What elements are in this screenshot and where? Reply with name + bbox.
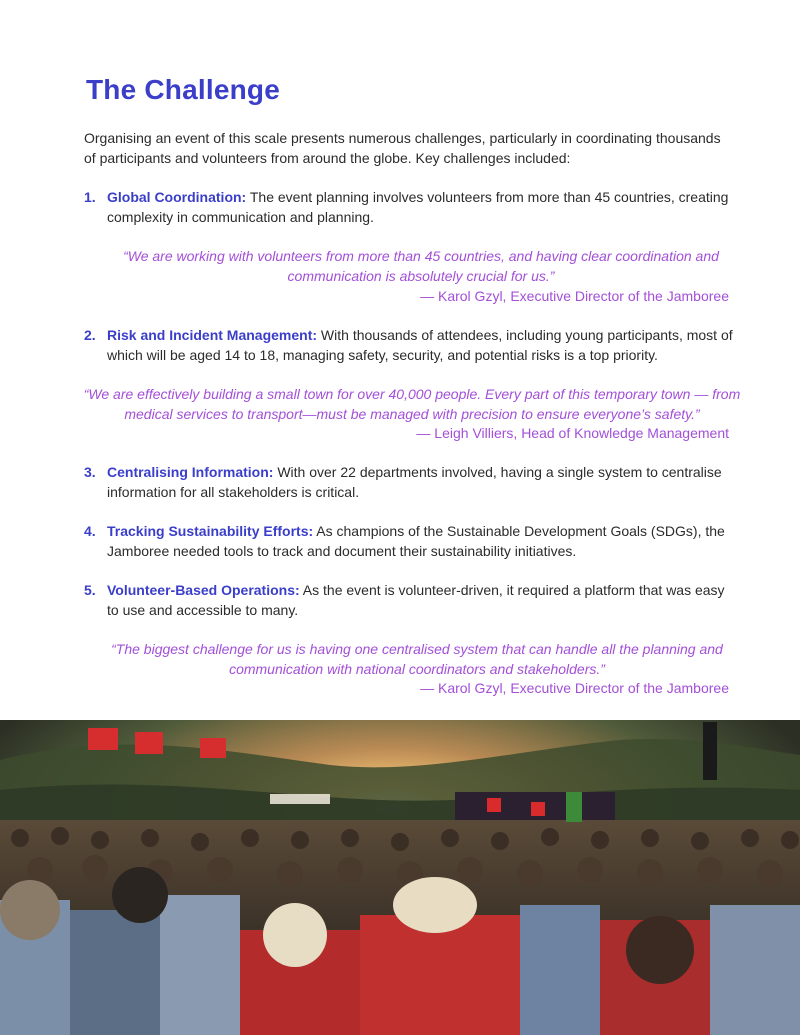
challenge-item-global-coordination bbox=[84, 187, 734, 227]
quote-attribution: — Leigh Villiers, Head of Knowledge Management bbox=[416, 425, 729, 441]
challenge-item-risk-management bbox=[84, 325, 734, 365]
page-title: The Challenge bbox=[86, 74, 280, 105]
quote-attribution: — Karol Gzyl, Executive Director of the Jamboree bbox=[420, 288, 729, 304]
challenge-item-volunteer-operations bbox=[84, 580, 734, 620]
item-number: 1. bbox=[84, 189, 96, 205]
item-number: 5. bbox=[84, 582, 96, 598]
item-body: With thousands of attendees, including young participants, most of which will be aged 14 to 18, managing safety, security, and potential risks is a top priority. bbox=[107, 327, 733, 363]
item-heading: Risk and Incident Management: bbox=[107, 327, 318, 343]
quote-attribution: — Karol Gzyl, Executive Director of the Jamboree bbox=[420, 680, 729, 696]
item-number: 3. bbox=[84, 464, 96, 480]
quote-text: “We are working with volunteers from more than 45 countries, and having clear coordination and communication is absolutely crucial for us.” bbox=[123, 248, 719, 284]
item-heading: Tracking Sustainability Efforts: bbox=[107, 523, 314, 539]
item-number: 4. bbox=[84, 523, 96, 539]
item-body: As champions of the Sustainable Development Goals (SDGs), the Jamboree needed tools to track and document their sustainability initiatives. bbox=[107, 523, 725, 559]
quote-text: “We are effectively building a small town for over 40,000 people. Every part of this temporary town — from medical services to transport—must be managed with precision to ensure everyone’s safety.” bbox=[83, 386, 741, 422]
item-heading: Global Coordination: bbox=[107, 189, 247, 205]
item-number: 2. bbox=[84, 327, 96, 343]
item-heading: Volunteer-Based Operations: bbox=[107, 582, 300, 598]
crowd-sunset-photo bbox=[0, 720, 800, 1035]
challenge-item-sustainability bbox=[84, 521, 734, 561]
crowd-photo-illustration bbox=[0, 720, 800, 1035]
intro-paragraph: Organising an event of this scale presents numerous challenges, particularly in coordinating thousands of participants and volunteers from around the globe. Key challenges included: bbox=[84, 130, 721, 166]
challenge-item-centralising-information bbox=[84, 462, 734, 502]
item-heading: Centralising Information: bbox=[107, 464, 274, 480]
item-body: The event planning involves volunteers from more than 45 countries, creating complexity in communication and planning. bbox=[107, 189, 729, 225]
quote-text: “The biggest challenge for us is having one centralised system that can handle all the planning and communication with national coordinators and stakeholders.” bbox=[111, 641, 723, 677]
item-body: As the event is volunteer-driven, it required a platform that was easy to use and accessible to many. bbox=[107, 582, 725, 618]
item-body: With over 22 departments involved, having a single system to centralise information for all stakeholders is critical. bbox=[107, 464, 722, 500]
